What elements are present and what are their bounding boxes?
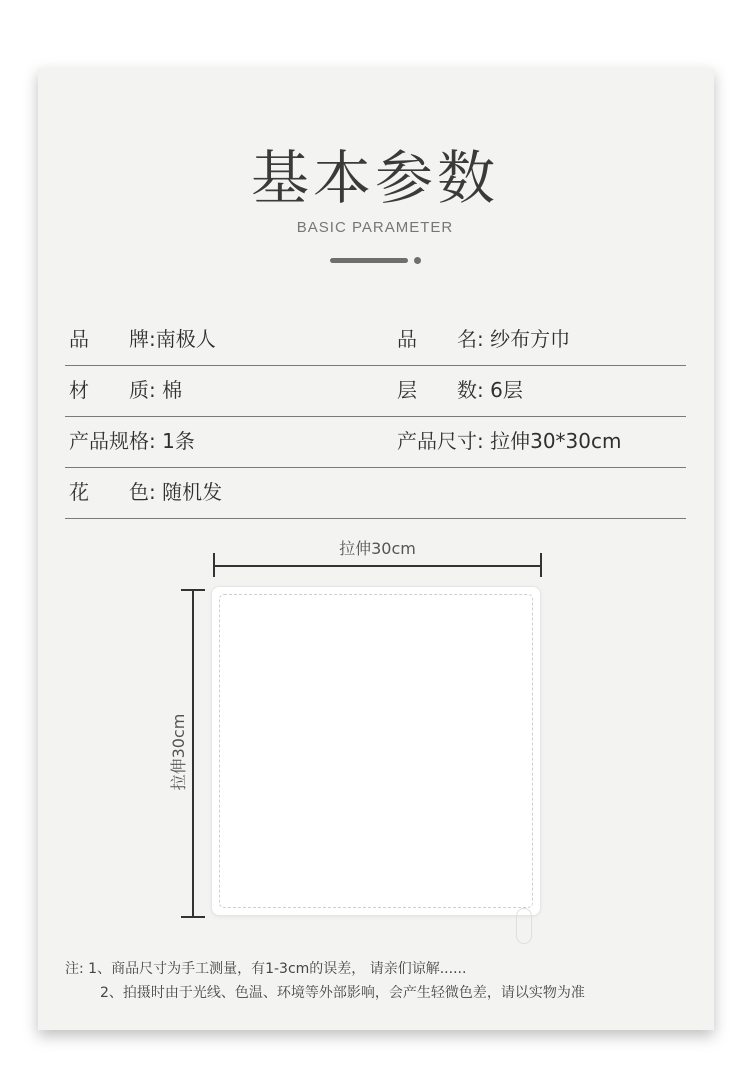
param-material: 材 质: 棉 <box>69 378 183 402</box>
height-dimension-line <box>192 589 194 917</box>
section-title: 基本参数 <box>250 144 499 212</box>
width-dimension-tick-left <box>213 553 215 577</box>
width-dimension-line <box>213 565 541 567</box>
title-underline-bar <box>330 258 408 263</box>
height-dimension-tick-bottom <box>181 916 205 918</box>
param-brand: 品 牌:南极人 <box>69 327 216 351</box>
param-color: 花 色: 随机发 <box>69 480 223 504</box>
towel-stitching <box>219 594 533 908</box>
note-line-2: 2、拍摄时由于光线、色温、环境等外部影响，会产生轻微色差，请以实物为准 <box>100 985 585 1001</box>
param-spec: 产品规格: 1条 <box>69 429 195 453</box>
param-size: 产品尺寸: 拉伸30*30cm <box>397 429 622 453</box>
section-subtitle: BASIC PARAMETER <box>296 219 454 236</box>
height-dimension-label: 拉伸30cm <box>169 713 188 791</box>
height-dimension-tick-top <box>181 589 205 591</box>
width-dimension-label: 拉伸30cm <box>339 539 416 558</box>
width-dimension-tick-right <box>540 553 542 577</box>
towel-illustration <box>211 586 541 916</box>
note-line-1: 注: 1、商品尺寸为手工测量，有1-3cm的误差， 请亲们谅解...... <box>65 961 467 977</box>
table-row <box>65 366 686 417</box>
title-underline-dot <box>414 257 421 264</box>
table-row <box>65 417 686 468</box>
towel-hanging-loop <box>516 908 532 944</box>
param-product-name: 品 名: 纱布方巾 <box>397 327 571 351</box>
parameter-table <box>65 315 686 519</box>
table-row <box>65 315 686 366</box>
table-row <box>65 468 686 519</box>
param-layers: 层 数: 6层 <box>397 378 523 402</box>
